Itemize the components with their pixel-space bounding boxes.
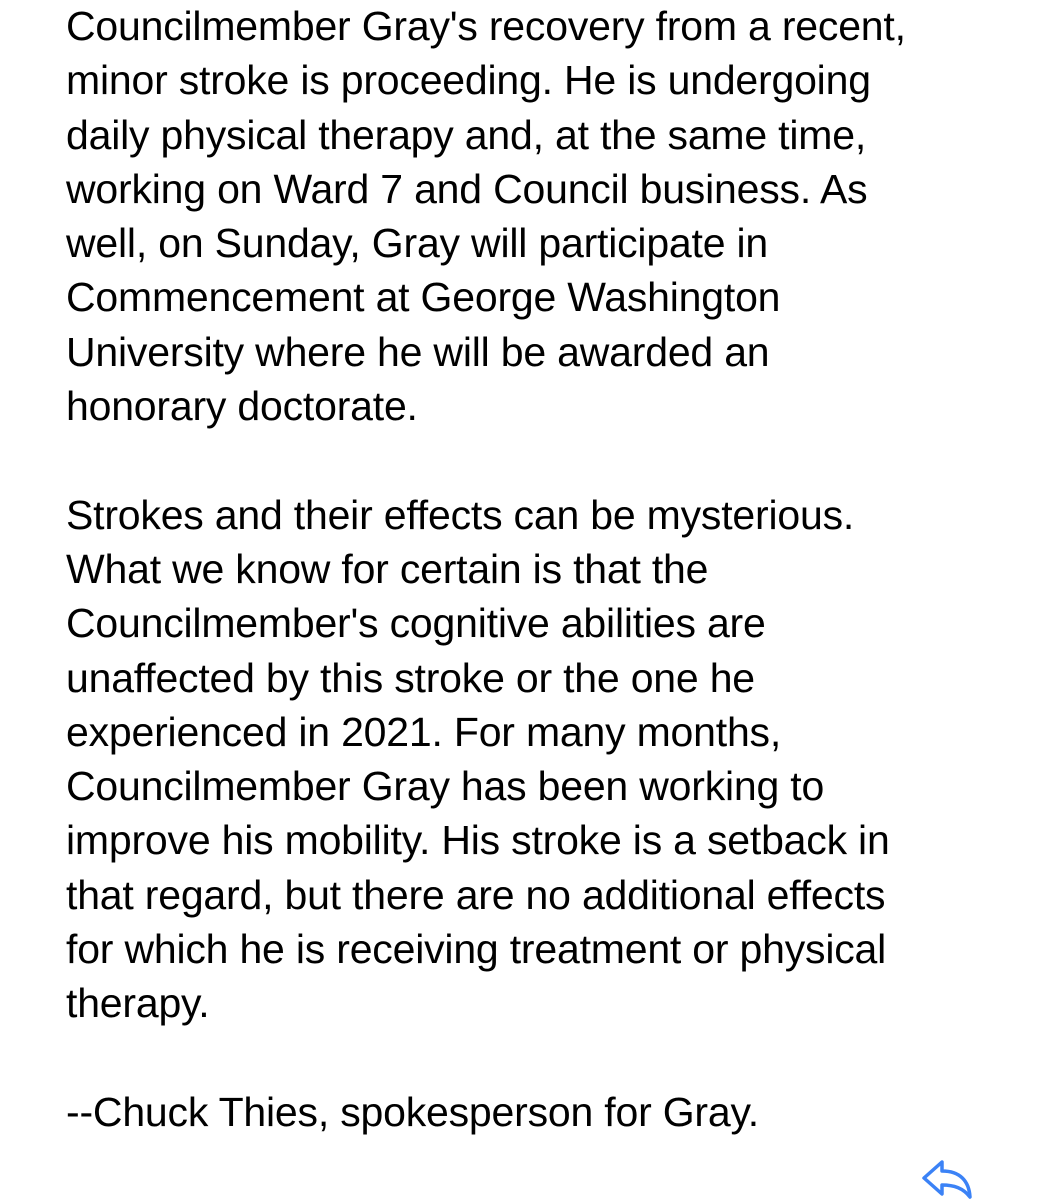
message-signature	[66, 1085, 1026, 1139]
message-line: Councilmember's cognitive abilities are	[66, 600, 766, 647]
message-line: that regard, but there are no additional effects	[66, 871, 886, 918]
message-line: experienced in 2021. For many months,	[66, 708, 782, 755]
message-line: University where he will be awarded an	[66, 328, 770, 375]
message-line: Councilmember Gray has been working to	[66, 763, 825, 810]
message-line: therapy.	[66, 980, 210, 1027]
message-line: unaffected by this stroke or the one he	[66, 654, 755, 701]
message-line: What we know for certain is that the	[66, 545, 709, 592]
message-body	[66, 0, 1026, 1194]
message-line: Strokes and their effects can be mysterious.	[66, 491, 855, 538]
message-line: minor stroke is proceeding. He is undergoing	[66, 57, 871, 104]
message-line: honorary doctorate.	[66, 383, 418, 430]
message-line: daily physical therapy and, at the same time,	[66, 111, 867, 158]
signature-line: --Chuck Thies, spokesperson for Gray.	[66, 1088, 759, 1135]
message-line: improve his mobility. His stroke is a setback in	[66, 817, 890, 864]
message-paragraph-2	[66, 488, 1026, 1031]
message-line: Councilmember Gray's recovery from a recent,	[66, 3, 906, 49]
message-line: for which he is receiving treatment or physical	[66, 926, 887, 973]
message-line: Commencement at George Washington	[66, 274, 781, 321]
reply-button[interactable]	[918, 1156, 982, 1204]
message-paragraph-1	[66, 0, 1026, 433]
reply-icon	[918, 1156, 982, 1204]
message-line: working on Ward 7 and Council business. As	[66, 165, 868, 212]
message-line: well, on Sunday, Gray will participate in	[66, 220, 769, 267]
